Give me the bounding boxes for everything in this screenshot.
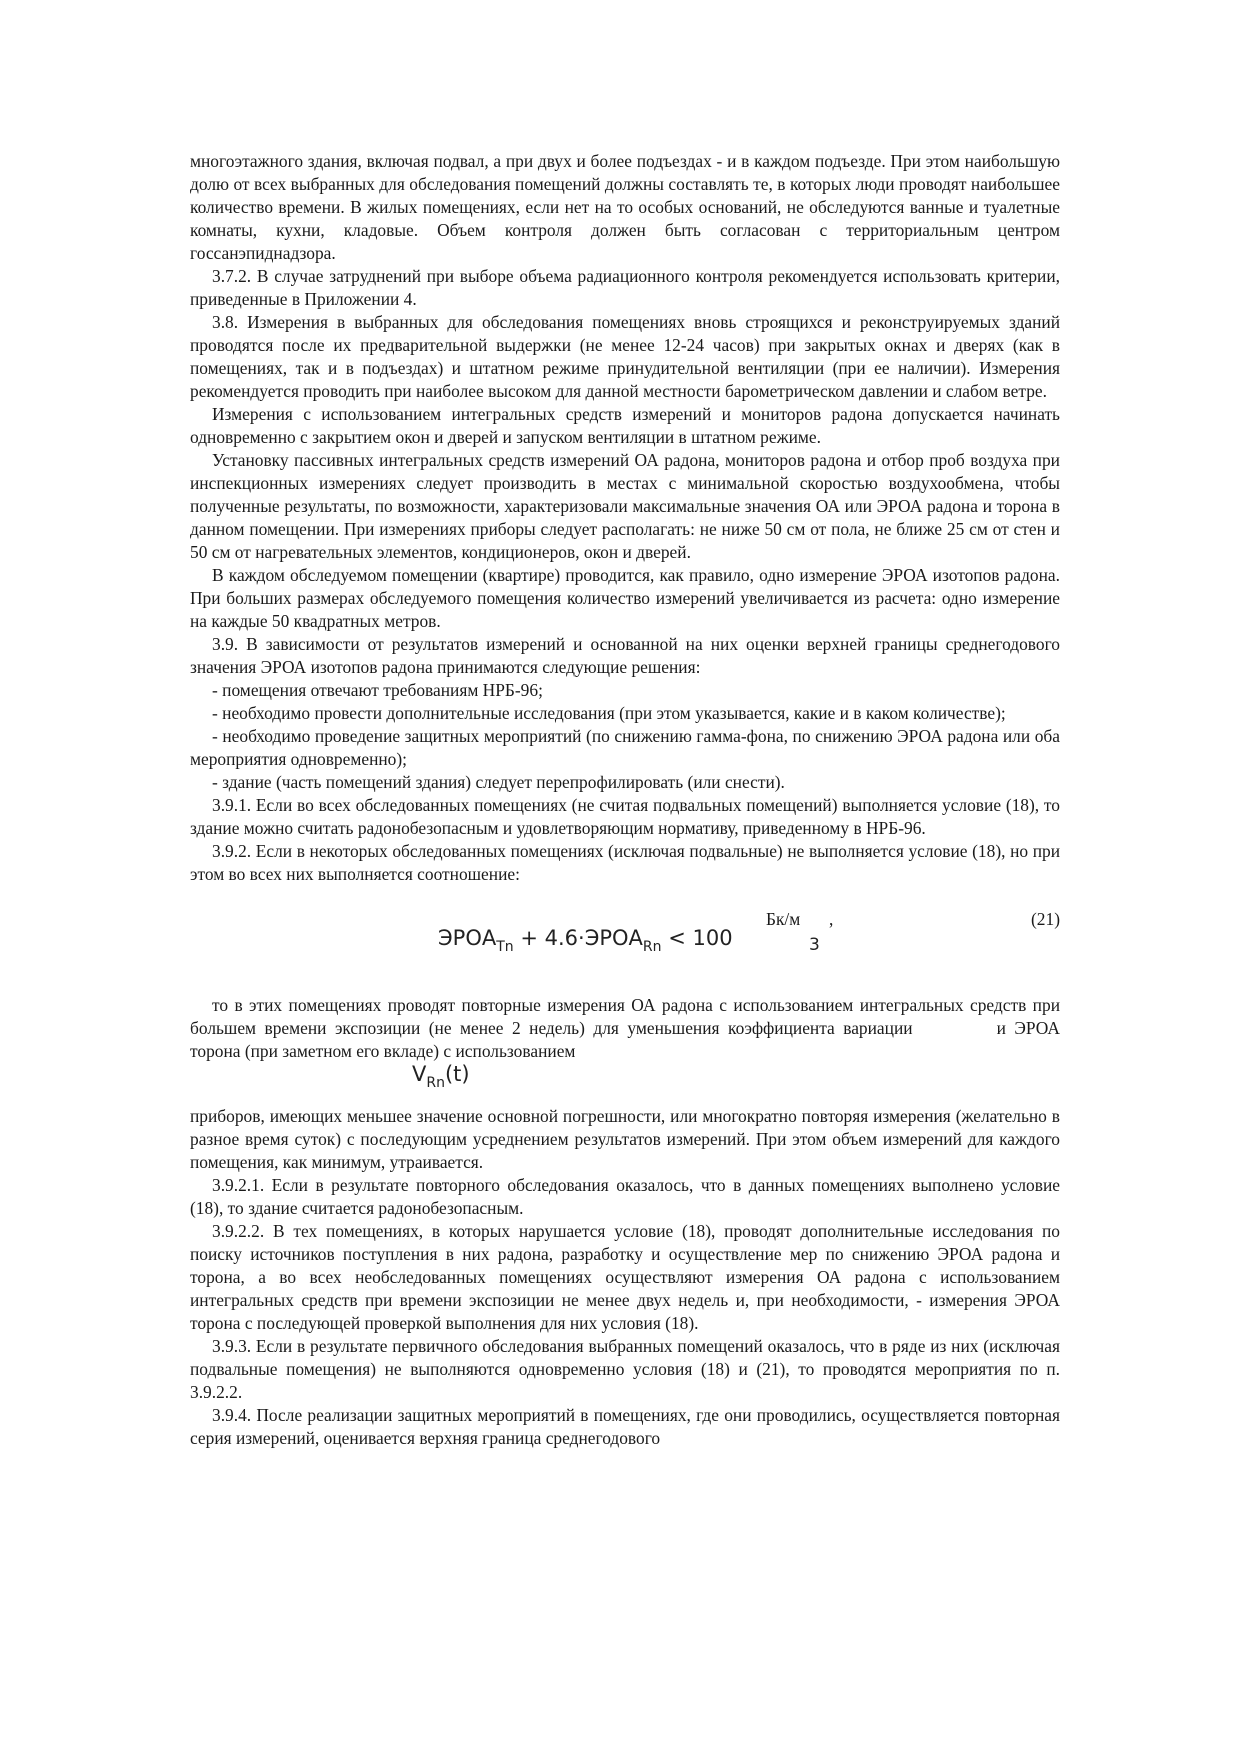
- paragraph: многоэтажного здания, включая подвал, а при двух и более подъездах - и в каждом подъезде. При этом наибольшую долю от всех выбранных для обследования помещений должны составлять те, в которых люди проводят наибольшее количество времени. В жилых помещениях, если нет на то особых оснований, не обследуются ванные и туалетные комнаты, кухни, кладовые. Объем контроля должен быть согласован с территориальным центром госсанэпиднадзора.: [190, 151, 1060, 263]
- formula-exponent: 3: [809, 935, 820, 955]
- paragraph: приборов, имеющих меньшее значение основной погрешности, или многократно повторяя измерения (желательно в разное время суток) с последующим усреднением результатов измерений. При этом объем измерений для каждого помещения, как минимум, утраивается.: [190, 1106, 1060, 1172]
- paragraph: - необходимо проведение защитных мероприятий (по снижению гамма-фона, по снижению ЭРОА радона или оба мероприятия одновременно);: [190, 726, 1060, 769]
- paragraph: - здание (часть помещений здания) следует перепрофилировать (или снести).: [212, 772, 785, 792]
- vrn-symbol-line: [190, 1063, 1060, 1105]
- paragraph: Измерения с использованием интегральных средств измерений и мониторов радона допускается начинать одновременно с закрытием окон и дверей и запуском вентиляции в штатном режиме.: [190, 404, 1060, 447]
- paragraph: Установку пассивных интегральных средств измерений ОА радона, мониторов радона и отбор проб воздуха при инспекционных измерениях следует производить в местах с минимальной скоростью воздухообмена, чтобы полученные результаты, по возможности, характеризовали максимальные значения ОА или ЭРОА радона и торона в данном помещении. При измерениях приборы следует располагать: не ниже 50 см от пола, не ближе 25 см от стен и 50 см от нагревательных элементов, кондиционеров, окон и дверей.: [190, 450, 1060, 562]
- paragraph: 3.9.4. После реализации защитных мероприятий в помещениях, где они проводились, осуществляется повторная серия измерений, оценивается верхняя граница среднегодового: [190, 1405, 1060, 1448]
- document-page: [190, 150, 1060, 1450]
- formula-unit: Бк/м: [766, 909, 801, 929]
- paragraph: - помещения отвечают требованиям НРБ-96;: [212, 680, 543, 700]
- vrn-symbol: $V_{Rn}(t)$: [412, 1062, 470, 1091]
- formula-number: (21): [1031, 909, 1060, 929]
- formula-rhs: < 100: [661, 926, 733, 950]
- paragraphs-bottom: [190, 1105, 1060, 1450]
- formula-expression: [438, 927, 733, 959]
- paragraph: В каждом обследуемом помещении (квартире) проводится, как правило, одно измерение ЭРОА изотопов радона. При больших размерах обследуемого помещения количество измерений увеличивается из расчета: одно измерение на каждые 50 квадратных метров.: [190, 565, 1060, 631]
- vrn-paragraph: то в этих помещениях проводят повторные измерения ОА радона с использованием интегральных средств при большем времени экспозиции (не менее 2 недель) для уменьшения коэффициента вариации и ЭРОА торона (при заметном его вкладе) с использованием: [190, 995, 1060, 1061]
- formula-sub-a: Tn: [496, 939, 514, 955]
- paragraph: 3.8. Измерения в выбранных для обследования помещениях вновь строящихся и реконструируемых зданий проводятся после их предварительной выдержки (не менее 12-24 часов) при закрытых окнах и дверях (как в помещениях, так и в подъездах) и штатном режиме принудительной вентиляции (при ее наличии). Измерения рекомендуется проводить при наиболее высоком для данной местности барометрическом давлении и слабом ветре.: [190, 312, 1060, 401]
- paragraph: 3.9.2.1. Если в результате повторного обследования оказалось, что в данных помещениях выполнено условие (18), то здание считается радонобезопасным.: [190, 1175, 1060, 1218]
- formula-comma: ,: [829, 909, 834, 929]
- formula-term-a: ЭРОА: [438, 926, 497, 950]
- paragraph: 3.7.2. В случае затруднений при выборе объема радиационного контроля рекомендуется использовать критерии, приведенные в Приложении 4.: [190, 266, 1060, 309]
- formula-21: [190, 908, 1060, 994]
- paragraphs-top: [190, 150, 1060, 886]
- paragraph: 3.9.2.2. В тех помещениях, в которых нарушается условие (18), проводят дополнительные исследования по поиску источников поступления в них радона, разработку и осуществление мер по снижению ЭРОА радона и торона, а во всех необследованных помещениях осуществляют измерения ОА радона с использованием интегральных средств при времени экспозиции не менее двух недель и, при необходимости, - измерения ЭРОА торона с последующей проверкой выполнения для них условия (18).: [190, 1221, 1060, 1333]
- formula-sub-b: Rn: [642, 939, 662, 955]
- paragraph: 3.9.3. Если в результате первичного обследования выбранных помещений оказалось, что в ряде из них (исключая подвальные помещения) не выполняются одновременно условия (18) и (21), то проводятся мероприятия по п. 3.9.2.2.: [190, 1336, 1060, 1402]
- paragraph: - необходимо провести дополнительные исследования (при этом указывается, какие и в каком количестве);: [212, 703, 1006, 723]
- paragraph: 3.9.2. Если в некоторых обследованных помещениях (исключая подвальные) не выполняется условие (18), но при этом во всех них выполняется соотношение:: [190, 841, 1060, 884]
- paragraph: 3.9. В зависимости от результатов измерений и основанной на них оценки верхней границы среднегодового значения ЭРОА изотопов радона принимаются следующие решения:: [190, 634, 1060, 677]
- formula-term-b: + 4.6·ЭРОА: [513, 926, 643, 950]
- paragraph: 3.9.1. Если во всех обследованных помещениях (не считая подвальных помещений) выполняется условие (18), то здание можно считать радонобезопасным и удовлетворяющим нормативу, приведенному в НРБ-96.: [190, 795, 1060, 838]
